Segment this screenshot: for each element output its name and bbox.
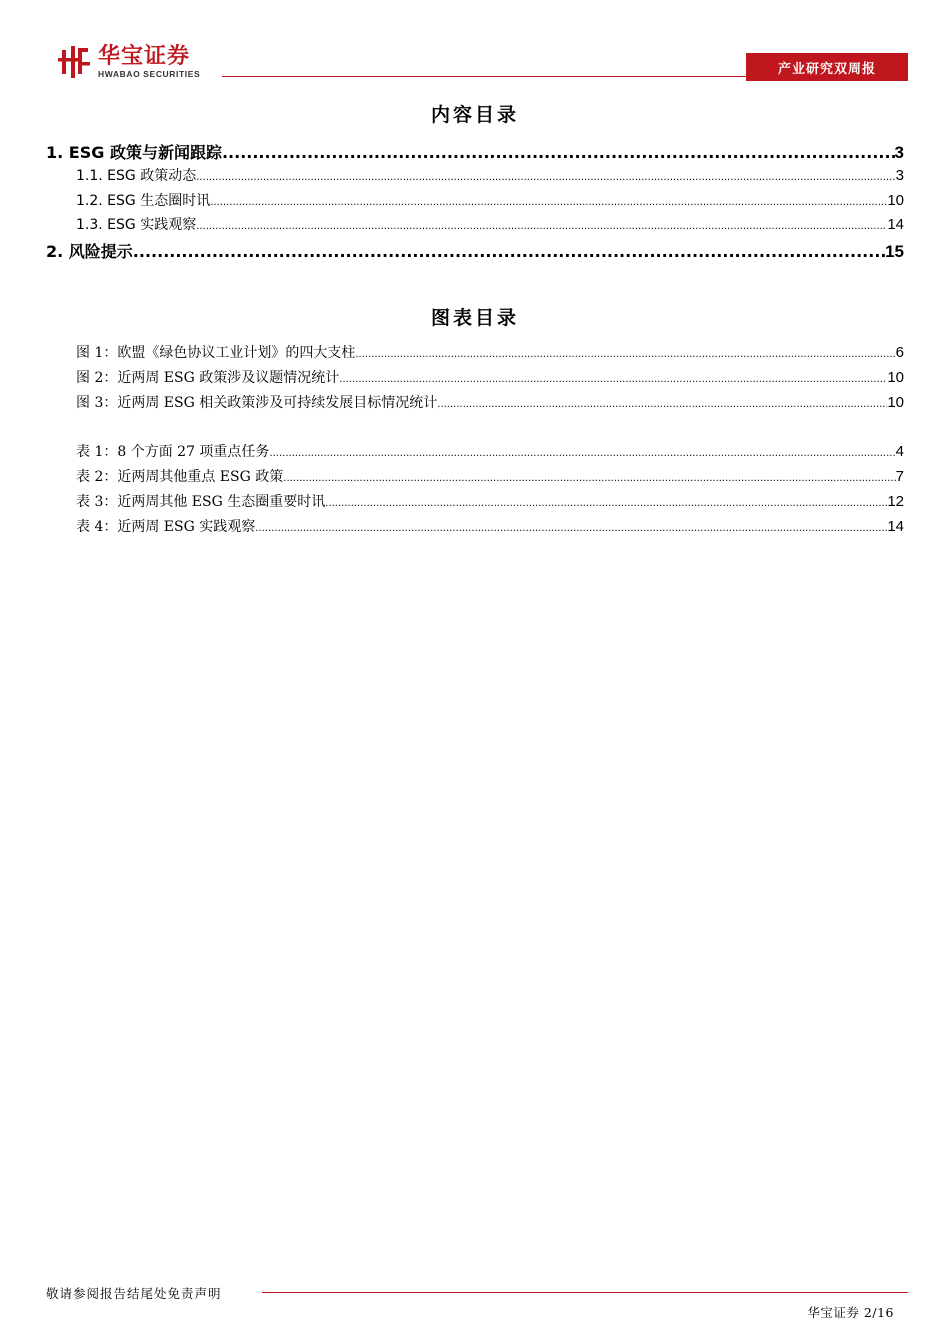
table-entry-page: 12 xyxy=(887,493,904,510)
toc-entry-label: 1. ESG 政策与新闻跟踪 xyxy=(46,143,222,162)
report-type-badge: 产业研究双周报 xyxy=(746,53,908,81)
toc-entry-label: 1.2. ESG 生态圈时讯 xyxy=(76,193,211,209)
figures-title: 图表目录 xyxy=(430,307,519,329)
leader-dots xyxy=(269,448,895,459)
header-divider xyxy=(222,76,746,77)
table-entry[interactable] xyxy=(76,466,904,486)
leader-dots xyxy=(255,523,887,534)
toc-entry-page: 14 xyxy=(887,216,904,233)
table-entry-label: 表 1：8 个方面 27 项重点任务 xyxy=(76,444,270,460)
footer-divider xyxy=(262,1292,908,1293)
figure-entry-page: 10 xyxy=(887,394,904,411)
leader-dots xyxy=(196,172,895,183)
figure-entry[interactable] xyxy=(76,342,904,362)
toc-title: 内容目录 xyxy=(430,104,519,126)
table-entry-page: 7 xyxy=(895,468,904,485)
logo-chinese-name: 华宝证券 xyxy=(98,44,191,69)
footer-disclaimer: 敬请参阅报告结尾处免责声明 xyxy=(46,1286,222,1301)
leader-dots xyxy=(283,473,895,484)
leader-dots xyxy=(133,242,885,261)
table-entry[interactable] xyxy=(76,441,904,461)
logo-english-name: HWABAO SECURITIES xyxy=(98,69,201,79)
figure-entry-label: 图 3：近两周 ESG 相关政策涉及可持续发展目标情况统计 xyxy=(76,395,438,411)
toc-entry-label: 1.3. ESG 实践观察 xyxy=(76,217,197,233)
leader-dots xyxy=(210,197,887,208)
table-entry[interactable] xyxy=(76,491,904,511)
figure-entry-label: 图 1：欧盟《绿色协议工业计划》的四大支柱 xyxy=(76,345,356,361)
company-logo xyxy=(58,42,200,82)
leader-dots xyxy=(355,349,895,360)
toc-entry-label: 1.1. ESG 政策动态 xyxy=(76,168,197,184)
toc-entry[interactable] xyxy=(76,190,904,210)
leader-dots xyxy=(339,374,887,385)
leader-dots xyxy=(437,399,887,410)
figure-entry[interactable] xyxy=(76,367,904,387)
hwabao-logo-icon xyxy=(58,44,92,80)
page-header xyxy=(0,0,950,90)
toc-entry-page: 3 xyxy=(894,143,904,162)
toc-entry[interactable] xyxy=(46,140,904,163)
toc-entry-page: 15 xyxy=(885,242,904,261)
figure-entry-page: 6 xyxy=(895,344,904,361)
toc-entry[interactable] xyxy=(46,239,904,262)
figure-entry-label: 图 2：近两周 ESG 政策涉及议题情况统计 xyxy=(76,370,340,386)
table-entry-label: 表 2：近两周其他重点 ESG 政策 xyxy=(76,469,284,485)
table-entry-page: 4 xyxy=(895,443,904,460)
footer-company: 华宝证券 xyxy=(807,1305,860,1320)
toc-entry-page: 3 xyxy=(895,167,904,184)
toc-entry[interactable] xyxy=(76,214,904,234)
table-entry[interactable] xyxy=(76,516,904,536)
footer-page-number: 2/16 xyxy=(863,1305,894,1320)
figure-entry-page: 10 xyxy=(887,369,904,386)
toc-entry[interactable] xyxy=(76,165,904,185)
table-entry-page: 14 xyxy=(887,518,904,535)
leader-dots xyxy=(325,498,887,509)
toc-entry-page: 10 xyxy=(887,192,904,209)
toc-entry-label: 2. 风险提示 xyxy=(46,242,133,261)
table-entry-label: 表 4：近两周 ESG 实践观察 xyxy=(76,519,256,535)
leader-dots xyxy=(222,143,895,162)
leader-dots xyxy=(196,221,887,232)
footer-page-info xyxy=(807,1303,894,1321)
figure-entry[interactable] xyxy=(76,392,904,412)
table-entry-label: 表 3：近两周其他 ESG 生态圈重要时讯 xyxy=(76,494,326,510)
